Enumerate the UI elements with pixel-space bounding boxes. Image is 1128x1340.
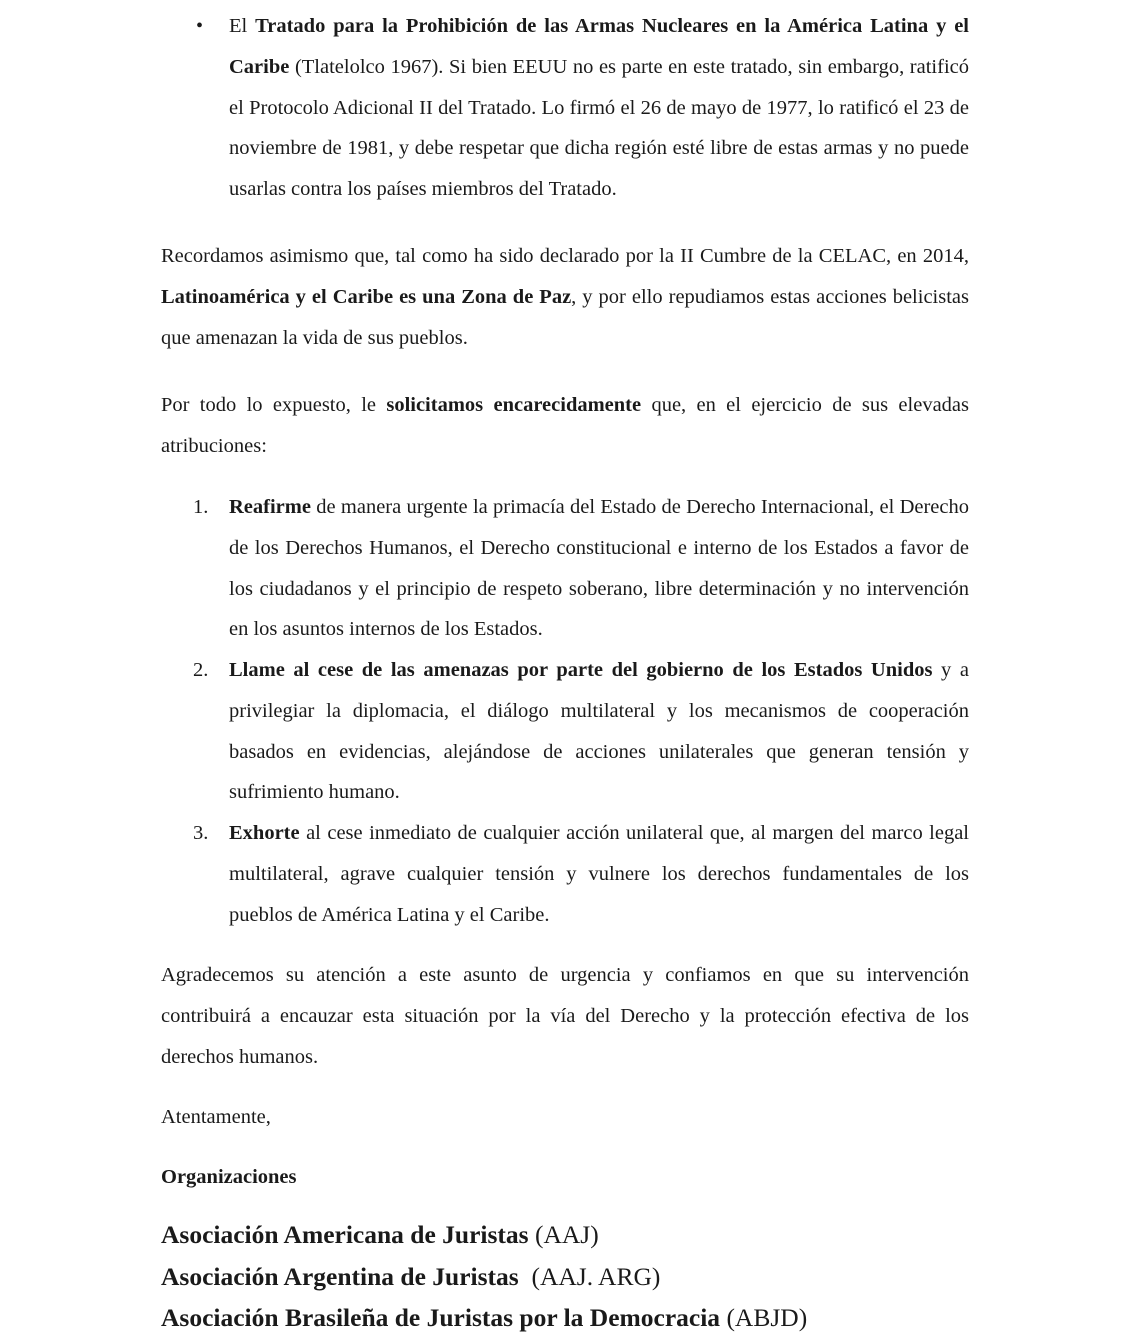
request-item — [229, 813, 969, 935]
celac-prefix: Recordamos asimismo que, tal como ha sido declarado por la II Cumbre de la CELAC, en 2014, — [161, 245, 969, 267]
request-item-bold: Exhorte — [229, 822, 300, 844]
bullet-marker: • — [196, 15, 204, 37]
request-number: 3. — [193, 822, 209, 844]
request-item-rest: de manera urgente la primacía del Estado de Derecho Internacional, el Derecho de los Derechos Humanos, el Derecho constitucional e interno de los Estados a favor de los ciudadanos y el principio de respeto soberano, libre determinación y no intervención en los asuntos internos de los Estados. — [229, 496, 969, 641]
organization-name: Asociación Argentina de Juristas — [161, 1262, 519, 1291]
organization-abbr: (AAJ) — [528, 1220, 599, 1249]
celac-rest: , y por ello repudiamos estas acciones belicistas que amenazan la vida de sus pueblos. — [161, 285, 969, 349]
request-item-rest: al cese inmediato de cualquier acción unilateral que, al margen del marco legal multilateral, agrave cualquier tensión y vulnere los derechos fundamentales de los pueblos de América Latina y el Caribe. — [229, 822, 969, 926]
request-item — [229, 650, 969, 813]
treaty-name: Tratado para la Prohibición de las Armas Nucleares en la América Latina y el Caribe — [229, 15, 970, 78]
thanks-paragraph: Agradecemos su atención a este asunto de urgencia y confiamos en que su intervención contribuirá a encauzar esta situación por la vía del Derecho y la protección efectiva de los derechos humanos. — [161, 964, 969, 1068]
zona-de-paz: Latinoamérica y el Caribe es una Zona de Paz — [161, 285, 572, 308]
request-bold: solicitamos encarecidamente — [386, 394, 642, 416]
organization-entry — [161, 1297, 807, 1339]
bullet-prefix: El — [229, 15, 256, 37]
organization-entry — [161, 1256, 660, 1298]
request-paragraph — [161, 385, 969, 467]
organization-abbr: (AAJ. ARG) — [518, 1262, 661, 1291]
organization-name: Asociación Brasileña de Juristas por la Democracia — [161, 1303, 721, 1332]
request-rest: que, en el ejercicio de sus elevadas atribuciones: — [161, 394, 969, 457]
request-number: 1. — [193, 496, 209, 518]
organization-name: Asociación Americana de Juristas — [161, 1220, 529, 1249]
organization-entry — [161, 1214, 599, 1256]
bullet-rest: (Tlatelolco 1967). Si bien EEUU no es parte en este tratado, sin embargo, ratificó el Protocolo Adicional II del Tratado. Lo firmó el 26 de mayo de 1977, lo ratificó el 23 de noviembre de 1981, y debe respetar que dicha región esté libre de estas armas y no puede usarlas contra los países miembros del Tratado. — [229, 55, 969, 201]
tlatelolco-bullet-paragraph — [229, 6, 969, 210]
organization-abbr: (ABJD) — [720, 1303, 808, 1332]
request-prefix: Por todo lo expuesto, le — [161, 394, 387, 416]
request-item-bold: Reafirme — [229, 496, 311, 518]
organizations-heading-text: Organizaciones — [161, 1166, 297, 1188]
organizations-heading — [161, 1157, 969, 1198]
request-item-bold: Llame al cese de las amenazas por parte del gobierno de los Estados Unidos — [229, 659, 933, 681]
request-item — [229, 487, 969, 650]
celac-paragraph — [161, 236, 969, 358]
closing: Atentamente, — [161, 1106, 271, 1128]
request-item-rest: y a privilegiar la diplomacia, el diálogo multilateral y los mecanismos de cooperación basados en evidencias, alejándose de acciones unilaterales que generan tensión y sufrimiento humano. — [229, 659, 969, 804]
request-number: 2. — [193, 659, 209, 681]
